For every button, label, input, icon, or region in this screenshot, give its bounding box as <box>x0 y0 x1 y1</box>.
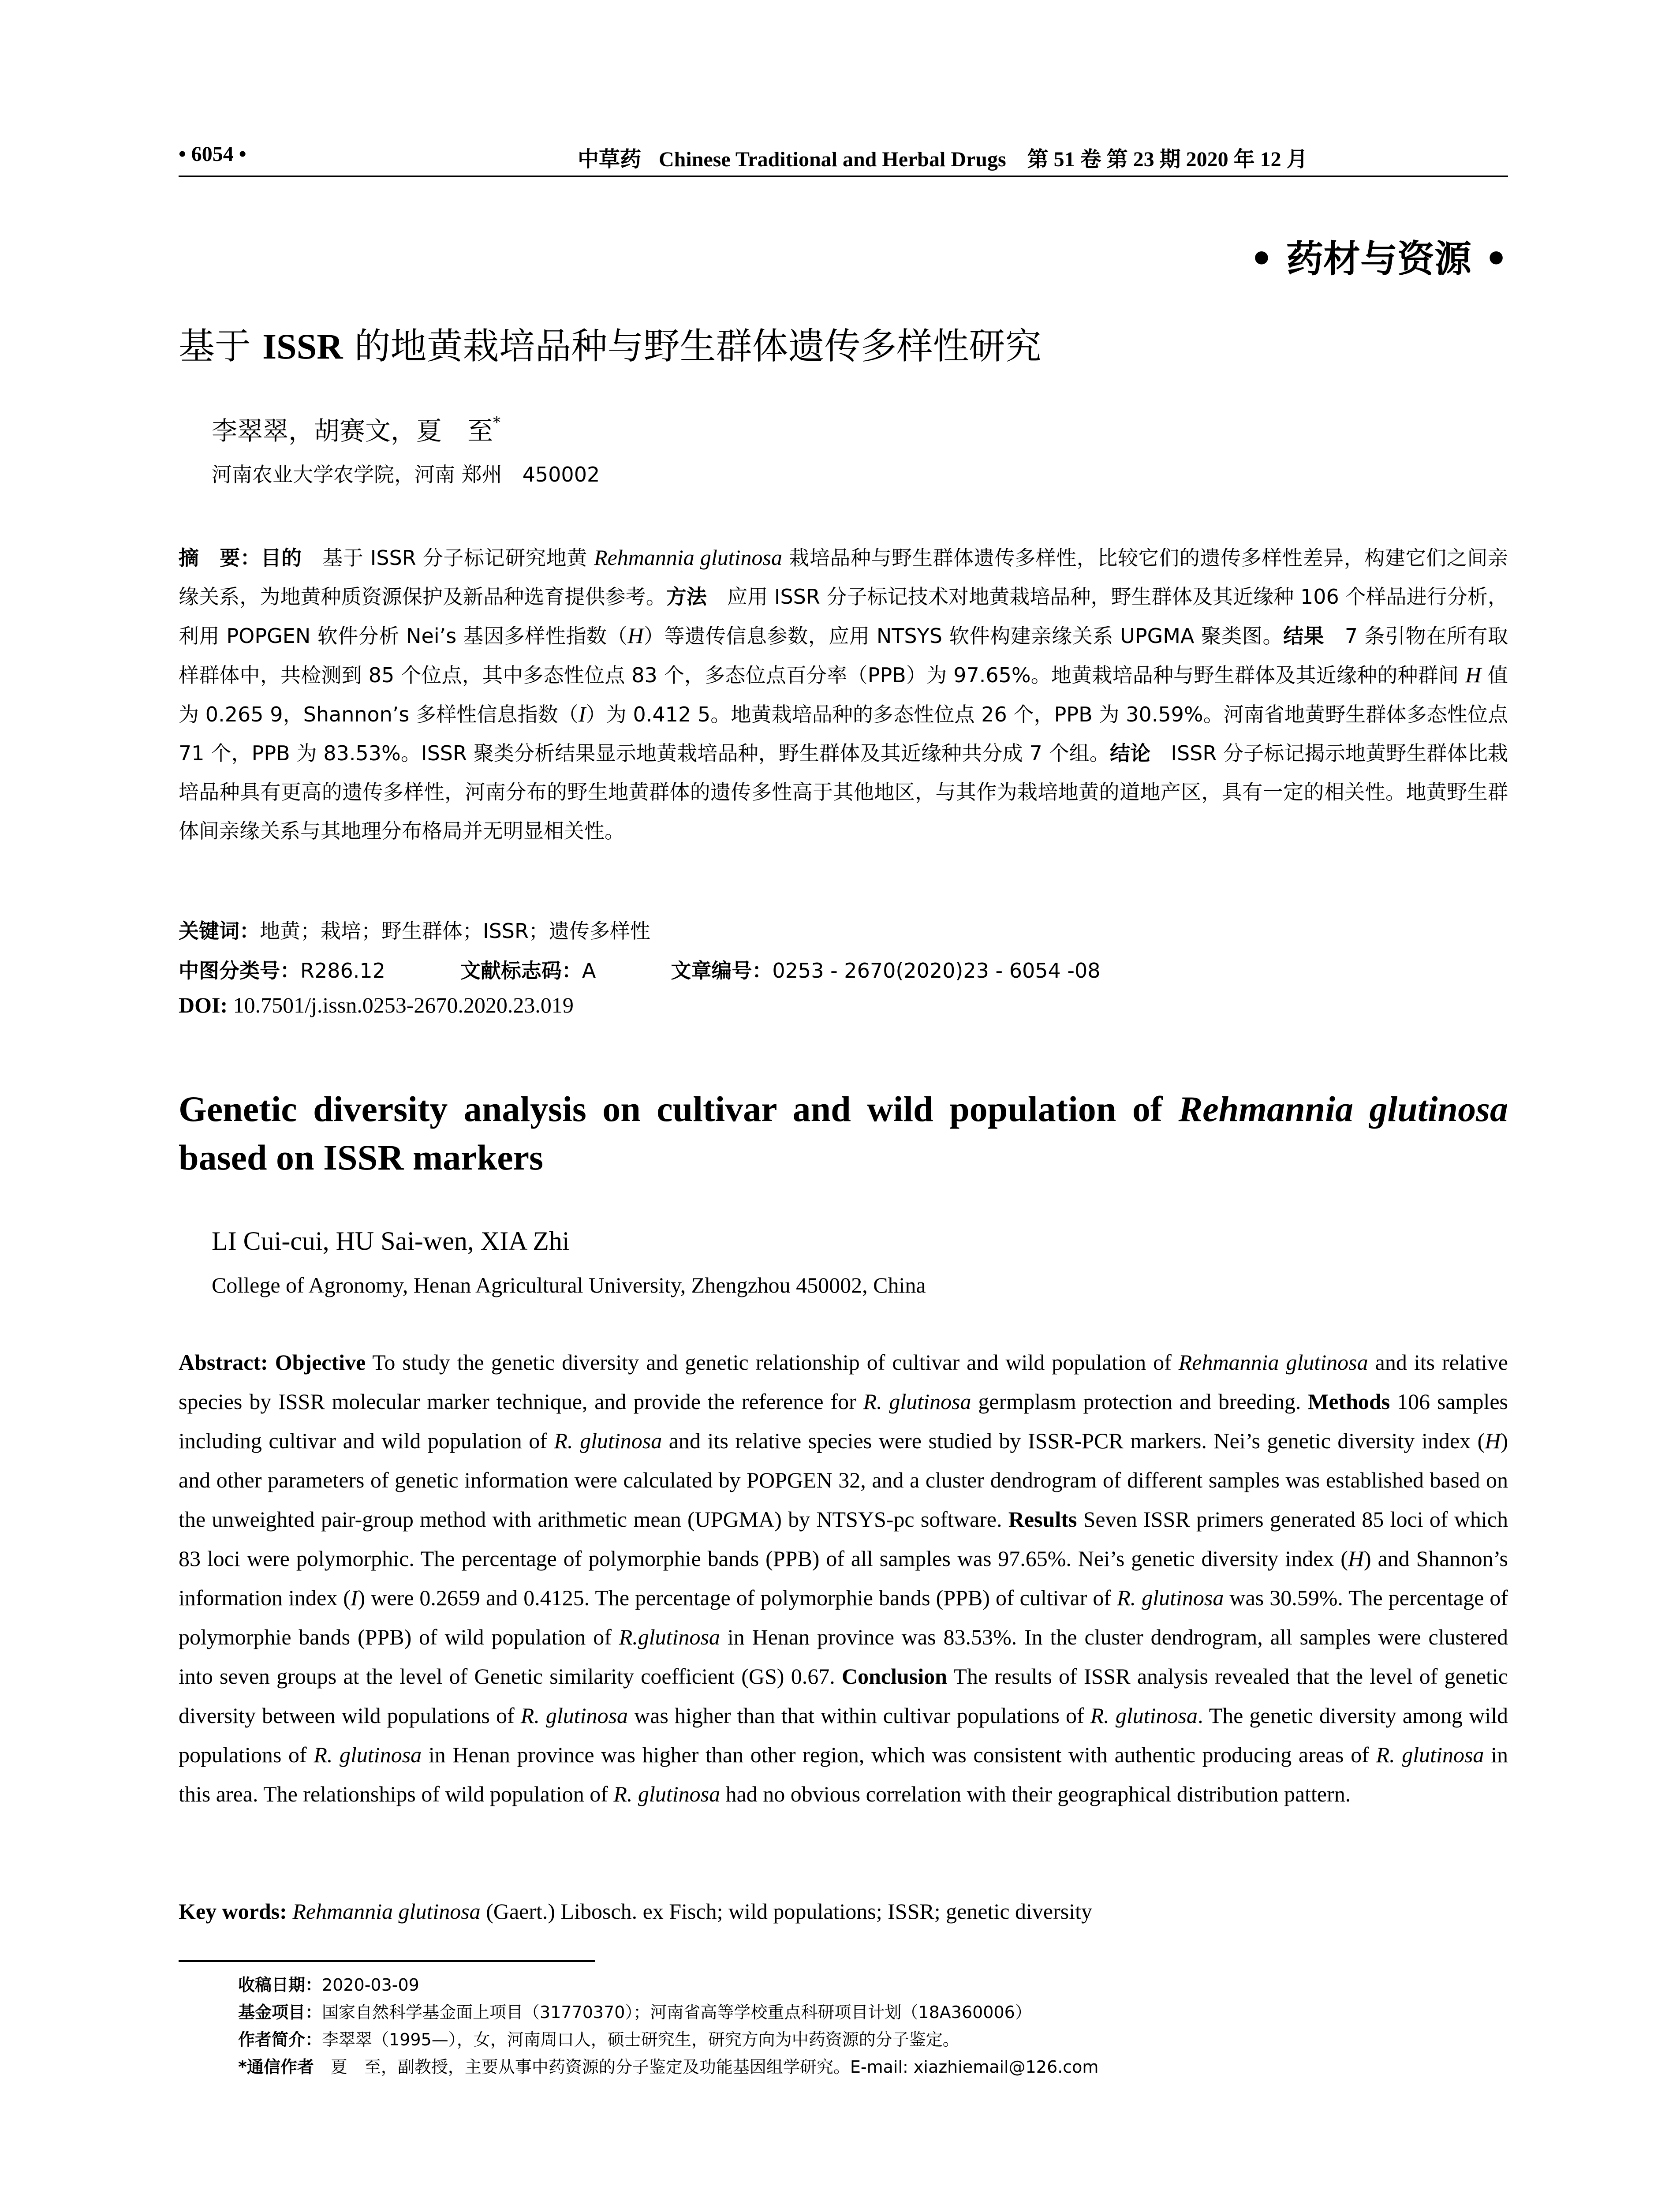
doi-line <box>179 992 574 1018</box>
footnote-text: 2020-03-09 <box>322 1975 419 1995</box>
title-issr: ISSR <box>262 326 343 366</box>
species-name: R. glutinosa <box>863 1389 971 1414</box>
footnotes <box>238 1971 1508 2081</box>
symbol-i: I <box>350 1585 358 1610</box>
text: ）为 0.412 5。地黄栽培品种的多态性位点 26 个，PPB 为 30.59%。河南省地黄野生群体多态性位点 71 个，PPB 为 83.53%。ISSR 聚类分析结果显示地黄栽培品种，野生群体及其近缘种共分成 7 个组。 <box>179 703 1508 765</box>
journal-name-cn: 中草药 <box>578 147 642 172</box>
doc-code: A <box>582 959 596 983</box>
section-tag: • 药材与资源 • <box>1250 237 1508 280</box>
running-header <box>179 138 1508 172</box>
abstract-label: Abstract: <box>179 1350 268 1375</box>
doi-value[interactable]: 10.7501/j.issn.0253-2670.2020.23.019 <box>228 993 574 1017</box>
header-divider <box>179 176 1508 177</box>
species-name: R. glutinosa <box>1376 1742 1484 1767</box>
abstract-label: 摘 要： <box>179 546 261 570</box>
article-number-label: 文章编号： <box>671 959 773 983</box>
funding <box>238 1999 1508 2026</box>
symbol-i: I <box>578 702 586 726</box>
text: had no obvious correlation with their geographical distribution pattern. <box>720 1782 1351 1806</box>
footnote-label: *通信作者 <box>238 2057 314 2077</box>
text: ) were 0.2659 and 0.4125. The percentage of polymorphie bands (PPB) of cultivar of <box>358 1585 1117 1610</box>
keywords: 地黄；栽培；野生群体；ISSR；遗传多样性 <box>260 919 650 943</box>
title-part: 的地黄栽培品种与野生群体遗传多样性研究 <box>343 325 1042 367</box>
corresponding-mark: * <box>493 414 501 431</box>
clc-label: 中图分类号： <box>179 959 300 983</box>
text: . The genetic diversity among wild populations of <box>179 1703 1508 1767</box>
species-name: R.glutinosa <box>619 1625 720 1649</box>
text: in Henan province was higher than other region, which was consistent with authentic producing areas of <box>422 1742 1376 1767</box>
text: 106 samples including cultivar and wild population of <box>179 1389 1508 1453</box>
text: germplasm protection and breeding. <box>971 1389 1308 1414</box>
text: The results of ISSR analysis revealed that the level of genetic diversity between wild populations of <box>179 1664 1508 1728</box>
title-part: 基于 <box>179 325 263 367</box>
text: 栽培品种与野生群体遗传多样性，比较它们的遗传多样性差异，构建它们之间亲缘关系，为地黄种质资源保护及新品种选育提供参考。 <box>179 546 1508 609</box>
species-name: Rehmannia glutinosa <box>1178 1089 1508 1129</box>
received-date <box>238 1971 1508 1999</box>
species-name: Rehmannia glutinosa <box>1178 1350 1368 1375</box>
keywords-label: 关键词： <box>179 919 260 943</box>
text: Seven ISSR primers generated 85 loci of which 83 loci were polymorphic. The percentage of polymorphie bands (PPB) of all samples was 97.65%. Nei’s genetic diversity index ( <box>179 1507 1508 1571</box>
doc-code-label: 文献标志码： <box>460 959 582 983</box>
english-abstract <box>179 1343 1508 1814</box>
text: 7 条引物在所有取样群体中，共检测到 85 个位点，其中多态性位点 83 个，多态位点百分率（PPB）为 97.65%。地黄栽培品种与野生群体及其近缘种的种群间 <box>179 624 1508 687</box>
footnote-label: 基金项目： <box>238 2003 322 2022</box>
corresponding-author <box>238 2053 1508 2081</box>
results-label: Results <box>1008 1507 1077 1532</box>
footnote-label: 作者简介： <box>238 2030 322 2049</box>
footnote-label: 收稿日期： <box>238 1975 322 1995</box>
chinese-abstract <box>179 538 1508 850</box>
text: in this area. The relationships of wild population of <box>179 1742 1508 1806</box>
species-name: R. glutinosa <box>520 1703 628 1728</box>
footnote-divider <box>179 1960 595 1962</box>
results-label: 结果 <box>1283 624 1325 648</box>
conclusion-label: 结论 <box>1109 741 1151 765</box>
classification-line <box>179 955 1101 984</box>
text: and its relative species by ISSR molecular marker technique, and provide the reference for <box>179 1350 1508 1414</box>
text: 值为 0.265 9，Shannon’s 多样性信息指数（ <box>179 663 1508 726</box>
keywords: (Gaert.) Libosch. ex Fisch; wild populations; ISSR; genetic diversity <box>480 1899 1092 1924</box>
species-name: Rehmannia glutinosa <box>292 1899 481 1924</box>
chinese-affiliation: 河南农业大学农学院，河南 郑州 450002 <box>212 463 600 486</box>
text: was higher than that within cultivar populations of <box>628 1703 1090 1728</box>
article-number: 0253 - 2670(2020)23 - 6054 -08 <box>772 959 1101 983</box>
clc-number: R286.12 <box>300 959 385 983</box>
journal-issue: Chinese Traditional and Herbal Drugs 第 51 卷 第 23 期 2020 年 12 月 <box>659 148 1308 171</box>
chinese-authors <box>212 410 500 447</box>
symbol-h: H <box>1465 662 1482 687</box>
english-authors: LI Cui-cui, HU Sai-wen, XIA Zhi <box>212 1226 570 1256</box>
methods-label: 方法 <box>666 585 707 609</box>
species-name: R. glutinosa <box>1090 1703 1198 1728</box>
keywords-label: Key words: <box>179 1899 287 1924</box>
objective-label: 目的 <box>261 546 302 570</box>
conclusion-label: Conclusion <box>841 1664 947 1689</box>
title-part: based on ISSR markers <box>179 1137 543 1177</box>
methods-label: Methods <box>1308 1389 1390 1414</box>
author-list: 李翠翠，胡赛文，夏 至 <box>212 416 493 446</box>
english-title <box>179 1085 1508 1182</box>
footnote-text: 夏 至，副教授，主要从事中药资源的分子鉴定及功能基因组学研究。E-mail: xiazhiemail@126.com <box>314 2057 1099 2077</box>
text: in Henan province was 83.53%. In the cluster dendrogram, all samples were clustered into seven groups at the level of Genetic similarity coefficient (GS) 0.67. <box>179 1625 1508 1689</box>
text: To study the genetic diversity and genetic relationship of cultivar and wild population of <box>366 1350 1179 1375</box>
english-keywords <box>179 1899 1508 1924</box>
symbol-h: H <box>1485 1428 1501 1453</box>
footnote-text: 国家自然科学基金面上项目（31770370）；河南省高等学校重点科研项目计划（18A360006） <box>322 2003 1032 2022</box>
chinese-keywords <box>179 915 650 944</box>
journal-info <box>578 142 1308 172</box>
text: 应用 ISSR 分子标记技术对地黄栽培品种，野生群体及其近缘种 106 个样品进行分析，利用 POPGEN 软件分析 Nei’s 基因多样性指数（ <box>179 585 1508 648</box>
objective-label: Objective <box>275 1350 366 1375</box>
text: ISSR 分子标记揭示地黄野生群体比栽培品种具有更高的遗传多样性，河南分布的野生地黄群体的遗传多性高于其他地区，与其作为栽培地黄的道地产区，具有一定的相关性。地黄野生群体间亲缘关系与其地理分布格局并无明显相关性。 <box>179 741 1508 843</box>
symbol-h: H <box>1348 1546 1364 1571</box>
species-name: Rehmannia glutinosa <box>594 545 783 570</box>
text: ）等遗传信息参数，应用 NTSYS 软件构建亲缘关系 UPGMA 聚类图。 <box>643 624 1284 648</box>
author-bio <box>238 2026 1508 2053</box>
english-affiliation: College of Agronomy, Henan Agricultural University, Zhengzhou 450002, China <box>212 1273 926 1297</box>
doi-label: DOI: <box>179 993 228 1017</box>
text: 基于 ISSR 分子标记研究地黄 <box>302 546 594 570</box>
symbol-h: H <box>627 623 644 648</box>
text: was 30.59%. The percentage of polymorphie bands (PPB) of wild population of <box>179 1585 1508 1649</box>
title-part: Genetic diversity analysis on cultivar and wild population of <box>179 1089 1179 1129</box>
species-name: R. glutinosa <box>554 1428 662 1453</box>
chinese-title <box>179 318 1042 369</box>
page-number: • 6054 • <box>179 142 246 166</box>
text: ) and Shannon’s information index ( <box>179 1546 1508 1610</box>
text: ) and other parameters of genetic information were calculated by POPGEN 32, and a cluster dendrogram of different samples was established based on the unweighted pair-group method with arithmetic mean (UPGMA) by NTSYS-pc software. <box>179 1428 1508 1532</box>
footnote-text: 李翠翠（1995—），女，河南周口人，硕士研究生，研究方向为中药资源的分子鉴定。 <box>322 2030 959 2049</box>
species-name: R. glutinosa <box>613 1782 721 1806</box>
species-name: R. glutinosa <box>314 1742 422 1767</box>
text: and its relative species were studied by ISSR-PCR markers. Nei’s genetic diversity index ( <box>662 1428 1485 1453</box>
species-name: R. glutinosa <box>1117 1585 1224 1610</box>
